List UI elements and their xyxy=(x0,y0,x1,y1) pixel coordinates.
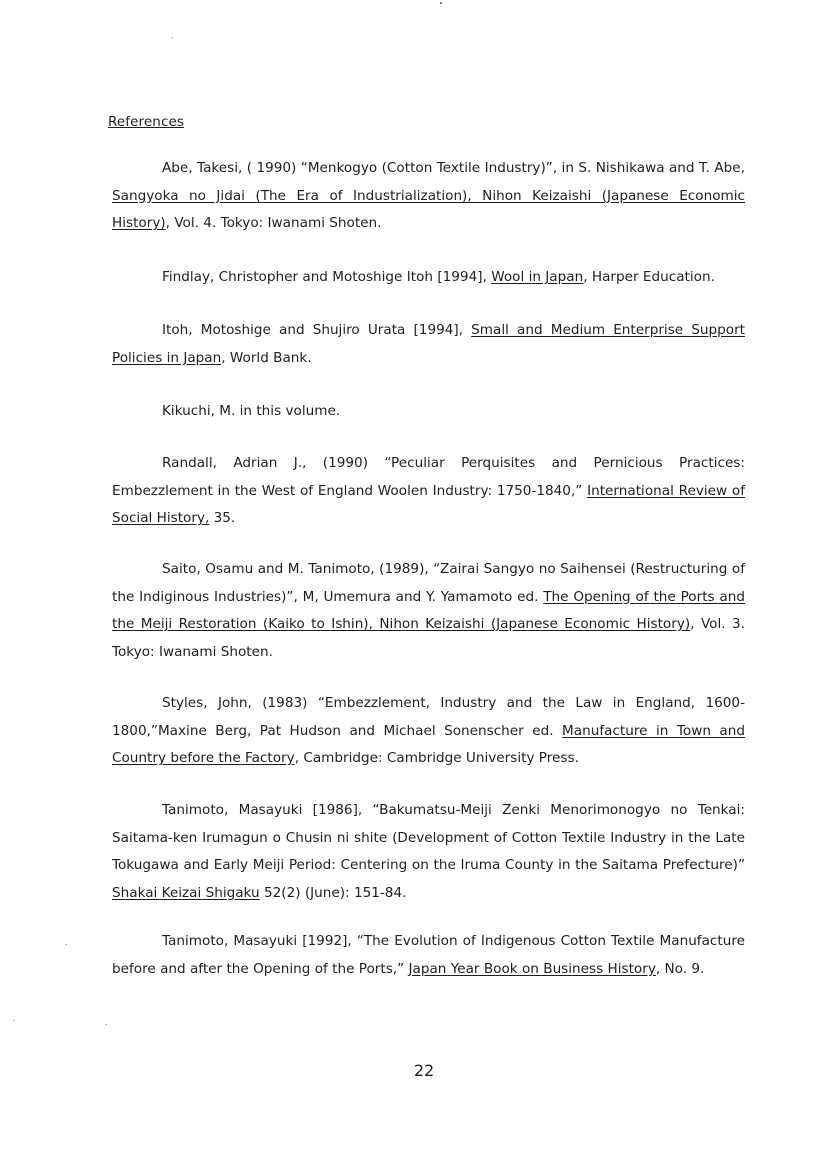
reference-entry-tanimoto-1992 xyxy=(112,928,745,983)
references-heading: References xyxy=(108,114,185,130)
reference-entry-abe xyxy=(112,155,745,238)
reference-text: Tanimoto, Masayuki [1992], “The Evolution of Indigenous Cotton Textile Manufacture before and after the Opening of the Ports,” xyxy=(112,933,745,977)
reference-entry-kikuchi xyxy=(112,398,745,426)
reference-text: , Vol. 4. Tokyo: Iwanami Shoten. xyxy=(165,215,382,231)
scan-speck xyxy=(13,1020,14,1021)
reference-text: Randall, Adrian J., (1990) “Peculiar Perquisites and Pernicious Practices: Embezzlement in the West of England Woolen Industry: 1750-1840,” xyxy=(112,455,745,499)
reference-title: Sangyoka no Jidai (The Era of Industrialization), Nihon Keizaishi (Japanese Economic History) xyxy=(112,187,745,231)
reference-entry-styles xyxy=(112,690,745,773)
scan-speck xyxy=(106,1024,107,1025)
reference-title: International Review of Social History, xyxy=(112,482,745,526)
reference-title: The Opening of the Ports and the Meiji Restoration (Kaiko to Ishin), Nihon Keizaishi (Japanese Economic History) xyxy=(112,588,746,632)
reference-text: , World Bank. xyxy=(221,349,312,366)
reference-entry-tanimoto-1986 xyxy=(112,797,745,907)
reference-title: Japan Year Book on Business History xyxy=(408,960,656,977)
reference-entry-findlay xyxy=(112,264,745,292)
reference-entry-randall xyxy=(112,450,745,533)
reference-title: Wool in Japan xyxy=(491,269,584,285)
reference-text: 35. xyxy=(209,510,236,526)
reference-text: Findlay, Christopher and Motoshige Itoh [1994], xyxy=(162,269,492,285)
reference-text: Kikuchi, M. in this volume. xyxy=(162,403,341,419)
page-number: 22 xyxy=(413,1061,435,1080)
reference-text: Abe, Takesi, ( 1990) “Menkogyo (Cotton Textile Industry)”, in S. Nishikawa and T. Abe, xyxy=(162,160,745,176)
reference-text: Itoh, Motoshige and Shujiro Urata [1994], xyxy=(162,322,472,338)
reference-title: Manufacture in Town and Country before the Factory xyxy=(112,722,745,766)
reference-text: Tanimoto, Masayuki [1986], “Bakumatsu-Meiji Zenki Menorimonogyo no Tenkai: Saitama-ken Irumagun o Chusin ni shite (Development of Cotton Textile Industry in the Late Tokugawa and Early Meiji Period: Centering on the Iruma County in the Saitama Prefecture)” xyxy=(112,802,745,873)
reference-entry-saito xyxy=(112,556,745,666)
reference-text: 52(2) (June): 151-84. xyxy=(259,884,407,901)
scan-speck xyxy=(66,944,67,945)
scan-speck xyxy=(440,2,442,4)
reference-entry-itoh xyxy=(112,317,745,372)
scan-speck xyxy=(172,37,173,38)
reference-text: Saito, Osamu and M. Tanimoto, (1989), “Zairai Sangyo no Saihensei (Restructuring of the Indiginous Industries)”, M, Umemura and Y. Yamamoto ed. xyxy=(112,561,745,605)
reference-text: Styles, John, (1983) “Embezzlement, Industry and the Law in England, 1600-1800,”Maxine Berg, Pat Hudson and Michael Sonenscher ed. xyxy=(112,695,745,739)
reference-title: Small and Medium Enterprise Support Policies in Japan xyxy=(112,322,746,366)
reference-title: Shakai Keizai Shigaku xyxy=(112,884,260,901)
reference-text: , Vol. 3. Tokyo: Iwanami Shoten. xyxy=(112,616,745,660)
reference-text: , No. 9. xyxy=(655,960,705,977)
reference-text: , Harper Education. xyxy=(583,269,715,285)
reference-text: , Cambridge: Cambridge University Press. xyxy=(294,750,579,766)
